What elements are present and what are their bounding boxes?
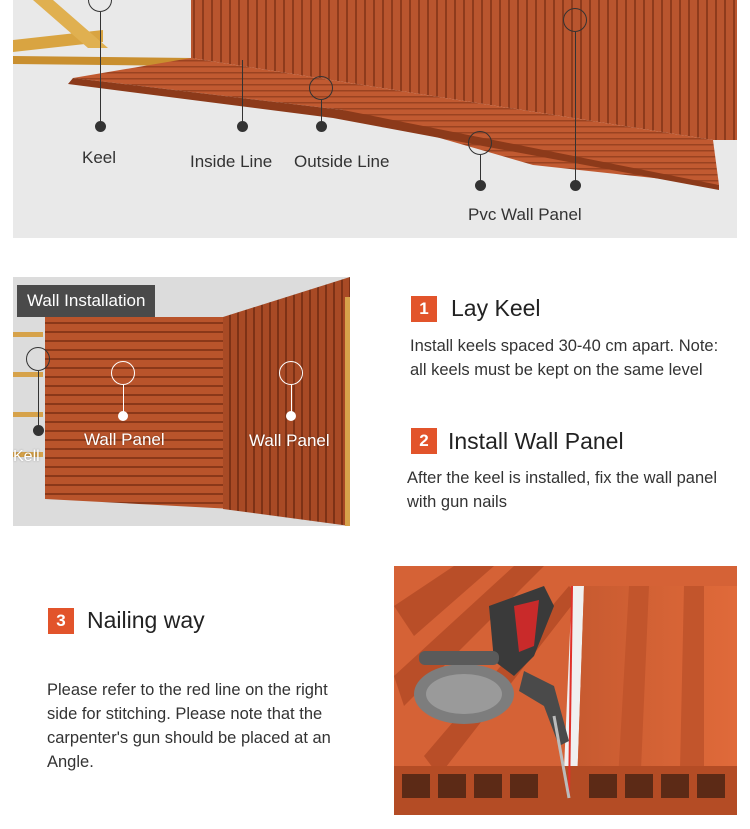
pvc-panel-dot-upper [570,180,581,191]
pvc-wall-panel-label: Pvc Wall Panel [468,205,582,224]
wall-panel-left-dot [118,411,128,421]
step-1-body: Install keels spaced 30-40 cm apart. Note: all keels must be kept on the same level [410,337,719,379]
wall-installation-image [13,277,350,526]
step-2-number: 2 [411,428,437,454]
outside-line-label: Outside Line [294,152,390,171]
keel-label: Keel [82,148,117,167]
inside-line-label: Inside Line [190,152,273,171]
outside-line-dot [316,121,327,132]
wall-panel-left-ring [111,361,135,385]
kell-dot [33,425,44,436]
wall-installation-tag: Wall Installation [17,285,155,317]
nail-gun-illustration [394,566,737,815]
inside-line-dot [237,121,248,132]
wall-panel-right-ring [279,361,303,385]
keel-dot [95,121,106,132]
wall-panel-right-label: Wall Panel [249,431,330,450]
outside-line-ring [309,76,333,100]
step-2-body: After the keel is installed, fix the wall panel with gun nails [407,469,717,511]
step-1-number: 1 [411,296,437,322]
step-3-number: 3 [48,608,74,634]
step-3-title: Nailing way [87,607,205,633]
step-1-title: Lay Keel [451,295,541,321]
ceiling-panel-illustration [13,0,737,238]
keel-line [100,12,101,126]
wall-panel-left-label: Wall Panel [84,430,165,449]
pvc-panel-line-upper [575,32,576,184]
top-diagram [13,0,737,238]
pvc-panel-ring-upper [563,8,587,32]
wall-panel-left-line [123,385,124,413]
kell-ring [26,347,50,371]
nailing-image [394,566,737,815]
kell-line [38,371,39,426]
pvc-panel-dot-lower [475,180,486,191]
wall-panel-right-dot [286,411,296,421]
step-3-body: Please refer to the red line on the right side for stitching. Please note that the carpenter's gun should be placed at an Angle. [47,681,331,771]
kell-label: Kell [13,448,40,465]
pvc-panel-ring-lower [468,131,492,155]
inside-line-line [242,60,243,126]
wall-panel-right-line [291,385,292,413]
step-2-title: Install Wall Panel [448,428,624,454]
